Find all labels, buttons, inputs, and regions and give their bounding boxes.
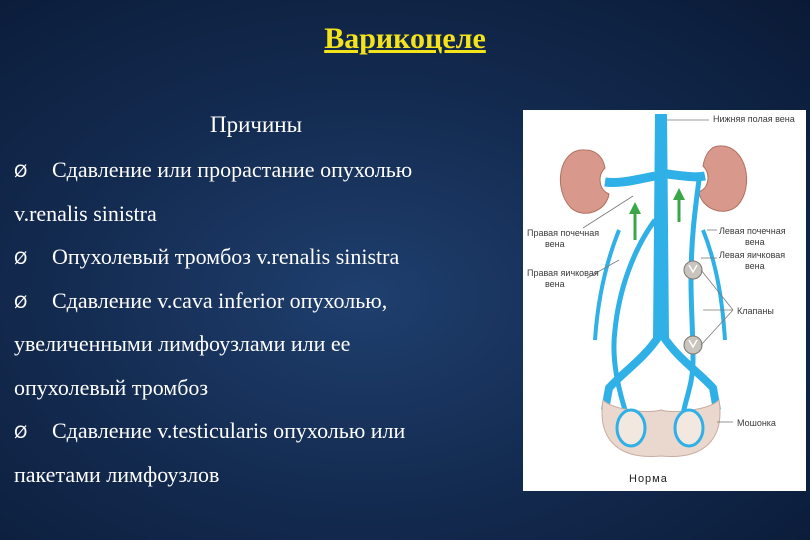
list-item-text: Сдавление или прорастание опухолью (52, 157, 413, 182)
list-item (14, 148, 519, 192)
right-renal-vein-vessel (605, 176, 655, 183)
bullet-arrow-icon: Ø (14, 249, 28, 269)
valve-icon (684, 336, 702, 354)
list-item (14, 235, 519, 279)
venous-anatomy-illustration (523, 110, 806, 491)
right-testicular-vein-vessel (614, 220, 655, 410)
slide-subtitle: Причины (210, 112, 303, 137)
list-item (14, 366, 519, 410)
flow-arrow-icon (673, 188, 685, 200)
side-branch-vessel (703, 230, 725, 340)
label-right-testicular-vein: Правая яичковая (527, 268, 599, 278)
label-right-renal-vein: вена (545, 239, 565, 249)
left-kidney-shape (699, 146, 747, 211)
right-testis-shape (617, 410, 645, 446)
left-testicular-vein-vessel (683, 180, 699, 415)
slide-title: Варикоцеле (324, 22, 486, 55)
list-item-text: увеличенными лимфоузлами или ее (14, 331, 351, 356)
label-left-renal-vein: вена (745, 237, 765, 247)
left-renal-vein-vessel (667, 174, 705, 177)
list-item (14, 279, 519, 323)
list-item-text: Сдавление v.cava inferior опухолью, (52, 287, 388, 313)
label-right-renal-vein: Правая почечная (527, 228, 600, 238)
list-item (14, 192, 519, 236)
right-kidney-shape (560, 150, 609, 213)
label-left-testicular-vein: Левая яичковая (719, 250, 786, 260)
label-left-renal-vein: Левая почечная (719, 226, 786, 236)
label-scrotum: Мошонка (737, 418, 776, 428)
venous-anatomy-figure (523, 110, 806, 491)
bullet-arrow-icon: Ø (14, 292, 28, 313)
valve-icon (684, 261, 702, 279)
label-right-testicular-vein: вена (545, 279, 565, 289)
list-item-text: пакетами лимфоузлов (14, 461, 220, 487)
list-item-text: Опухолевый тромбоз v.renalis sinistra (52, 244, 400, 269)
inferior-vena-cava-vessel (653, 114, 669, 340)
label-left-testicular-vein: вена (745, 261, 765, 271)
label-inferior-vena-cava: Нижняя полая вена (713, 114, 795, 124)
list-item (14, 322, 519, 366)
flow-arrow-icon (629, 202, 641, 214)
label-valves: Клапаны (737, 306, 774, 316)
bullet-arrow-icon: Ø (14, 423, 28, 443)
list-item-text: v.renalis sinistra (14, 200, 157, 226)
left-testis-shape (675, 410, 703, 446)
list-item-text: Сдавление v.testicularis опухолью или (52, 418, 406, 443)
causes-list (14, 148, 519, 496)
label-norm: Норма (629, 473, 668, 485)
list-item (14, 453, 519, 497)
list-item (14, 409, 519, 453)
bullet-arrow-icon: Ø (14, 162, 28, 182)
list-item-text: опухолевый тромбоз (14, 374, 209, 400)
